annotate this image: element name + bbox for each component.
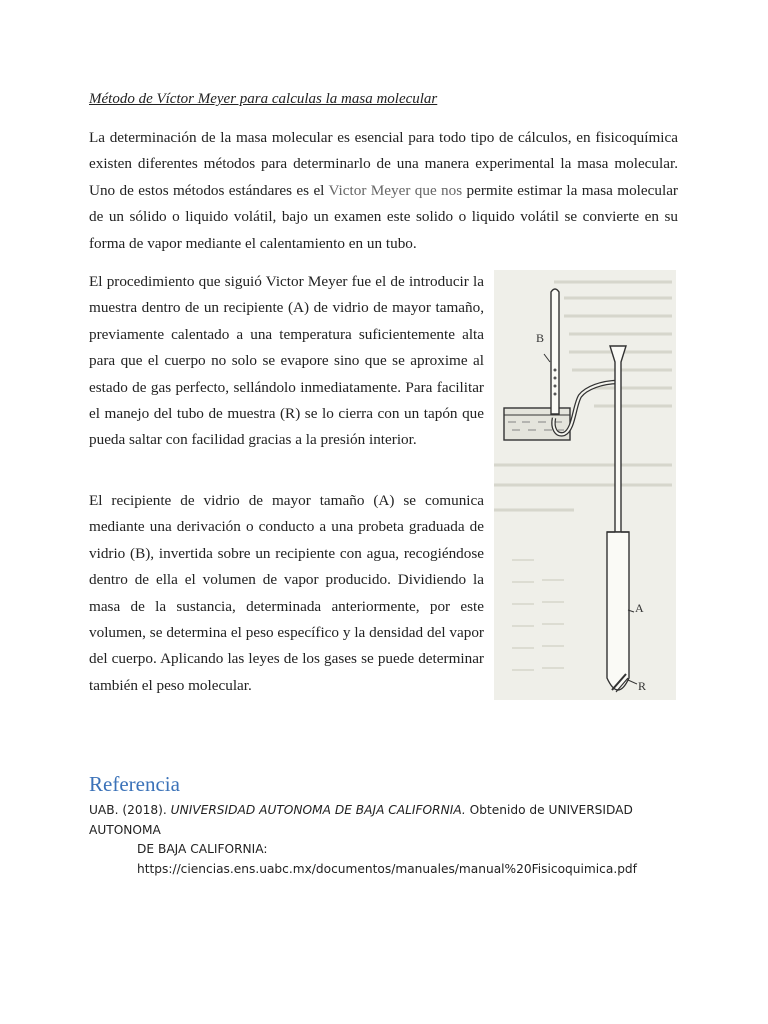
reference-url[interactable]: https://ciencias.ens.uabc.mx/documentos/manuales/manual%20Fisicoquimica.pdf [137, 861, 637, 876]
procedure-paragraph: El procedimiento que siguió Victor Meyer fue el de introducir la muestra dentro de un recipiente (A) de vidrio de mayor tamaño, previamente calentado a una temperatura suficientemente alta para que el cuerpo no solo se evapore sino que se aproxime al estado de gas perfecto, sellándolo inmediatamente. Para facilitar el manejo del tubo de muestra (R) se lo cierra con un tapón que pueda saltar con facilidad gracias a la presión interior. [89, 273, 484, 449]
apparatus-drawing [494, 270, 676, 700]
intro-text-end: permite estimar la masa molecular de un sólido o liquido volátil, bajo un examen este solido o liquido volátil se convierte en su forma de vapor mediante el calentamiento en un tubo. [89, 181, 678, 252]
scanned-background-lines [494, 282, 672, 510]
intro-text-start: La determinación de la masa molecular es esencial para todo tipo de cálculos, en fisicoquímica existen diferentes métodos para determinarlo de una manera experimental la masa molecular. Uno de estos métodos estándares es el [89, 129, 678, 199]
figure-label-a: A [635, 601, 644, 615]
reference-author: UAB. (2018). [89, 803, 171, 817]
reference-line-1 [89, 801, 689, 840]
vessel-a [607, 346, 629, 690]
victor-meyer-apparatus-figure [494, 270, 676, 700]
apparatus-paragraph: El recipiente de vidrio de mayor tamaño (A) se comunica mediante una derivación o conducto a una probeta graduada de vidrio (B), invertida sobre un recipiente con agua, recogiéndose dentro de ella el volumen de vapor producido. Dividiendo la masa de la sustancia, determinada anteriormente, por este volumen, se determina el peso específico y la densidad del vapor del cuerpo. Aplicando las leyes de los gases se puede determinar también el peso molecular. [89, 492, 484, 694]
reference-line-2: DE BAJA CALIFORNIA: [137, 842, 268, 856]
figure-label-b: B [536, 331, 545, 345]
references-heading: Referencia [89, 772, 180, 796]
reference-obtained: Obtenido de UNIVERSIDAD AUTONOMA [89, 803, 633, 837]
reference-entry [89, 801, 689, 879]
graduated-tube-b [544, 289, 559, 414]
reference-title: UNIVERSIDAD AUTONOMA DE BAJA CALIFORNIA. [170, 803, 466, 817]
scanned-table-marks [512, 560, 564, 670]
highlighted-phrase: Victor Meyer que nos [328, 181, 463, 199]
document-title: Método de Víctor Meyer para calculas la masa molecular [89, 91, 438, 107]
figure-label-r: R [638, 679, 647, 693]
intro-paragraph [89, 125, 678, 257]
